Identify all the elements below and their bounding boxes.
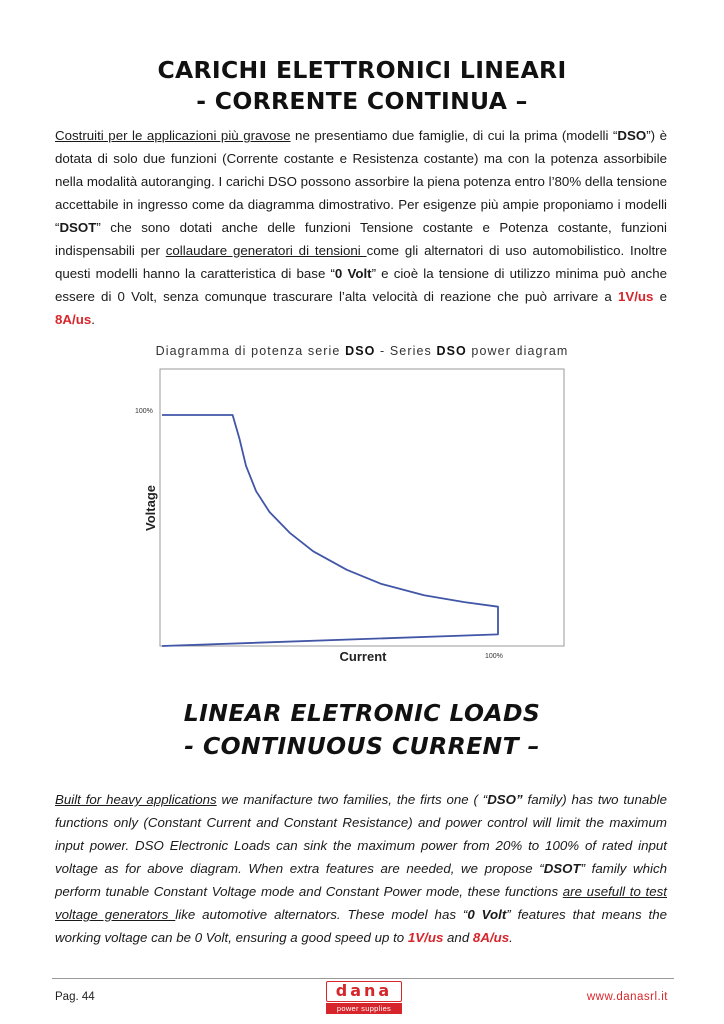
logo-wordmark: dana xyxy=(326,981,402,1002)
y-tick-label: 100% xyxy=(135,408,153,415)
text-run: like automotive alternators. These model has “ xyxy=(175,907,468,922)
slew-rate-voltage: 1V/us xyxy=(407,930,444,945)
text-run: ” features that means the working voltage can be 0 Volt, ensuring a good speed up to xyxy=(55,907,667,945)
english-lead-phrase: Built for heavy applications xyxy=(55,792,217,807)
caption-text: - Series xyxy=(375,344,437,358)
dana-logo xyxy=(326,981,402,1015)
dso-model-name: DSO” xyxy=(487,792,523,807)
text-run: and xyxy=(443,930,473,945)
y-axis-label: Voltage xyxy=(143,485,158,531)
dsot-model-name: DSOT xyxy=(59,220,97,235)
website-link[interactable]: www.danasrl.it xyxy=(586,991,668,1003)
x-tick-label: 100% xyxy=(485,653,503,660)
test-generators-phrase: collaudare generatori di tensioni xyxy=(165,243,367,258)
test-generators-phrase: are usefull to test voltage generators xyxy=(55,884,667,922)
italian-title xyxy=(0,55,724,117)
text-run: e xyxy=(653,289,667,304)
text-run: . xyxy=(91,312,95,327)
footer-divider xyxy=(52,978,674,979)
x-axis-label: Current xyxy=(339,649,387,664)
diagram-caption xyxy=(0,344,724,358)
italian-lead-phrase: Costruiti per le applicazioni più gravose xyxy=(55,128,291,143)
caption-text: power diagram xyxy=(466,344,569,358)
logo-tagline: power supplies xyxy=(326,1003,402,1014)
caption-series-name: DSO xyxy=(436,344,467,358)
english-title-line2: - CONTINUOUS CURRENT – xyxy=(184,732,540,760)
slew-rate-voltage: 1V/us xyxy=(617,289,654,304)
text-run: ” family which perform tunable Constant Voltage mode and Constant Power mode, these functions xyxy=(55,861,667,899)
text-run: ” e cioè la tensione di utilizzo minima può anche essere di 0 Volt, senza comunque trascurare l’alta velocità di reazione che può arrivare a xyxy=(55,266,667,304)
english-paragraph xyxy=(55,788,667,949)
caption-series-name: DSO xyxy=(345,344,376,358)
text-run: ”) è dotata di solo due funzioni (Corrente costante e Resistenza costante) ma con la potenza assorbibile nella modalità autoranging. I carichi DSO possono assorbire la piena potenza entro l’80% della tensione accettabile in ingresso come da diagramma dimostrativo. Per esigenze più ampie proponiamo i modelli “ xyxy=(55,128,667,235)
zero-volt-feature: 0 Volt xyxy=(334,266,372,281)
italian-title-line1: CARICHI ELETTRONICI LINEARI xyxy=(157,56,567,84)
text-run: ne presentiamo due famiglie, di cui la prima (modelli “ xyxy=(290,128,618,143)
italian-title-line2: - CORRENTE CONTINUA – xyxy=(196,87,528,115)
text-run: ” che sono dotati anche delle funzioni Tensione costante e Potenza costante, funzioni indispensabili per xyxy=(55,220,667,258)
plot-frame xyxy=(160,369,564,646)
english-title-line1: LINEAR ELETRONIC LOADS xyxy=(183,699,541,727)
caption-text: Diagramma di potenza serie xyxy=(155,344,346,358)
english-title xyxy=(0,697,724,763)
dsot-model-name: DSOT xyxy=(543,861,581,876)
page-number: Pag. 44 xyxy=(55,991,95,1003)
zero-volt-feature: 0 Volt xyxy=(467,907,507,922)
dso-model-name: DSO xyxy=(617,128,647,143)
text-run: . xyxy=(509,930,513,945)
text-run: we manifacture two families, the firts one ( “ xyxy=(216,792,488,807)
slew-rate-current: 8A/us xyxy=(55,312,92,327)
italian-paragraph xyxy=(55,124,667,331)
slew-rate-current: 8A/us xyxy=(472,930,510,945)
text-run: family) has two tunable functions only (Constant Current and Constant Resistance) and power control will limit the maximum input power. DSO Electronic Loads can sink the maximum power from 20% to 100% of rated input voltage as for above diagram. When extra features are needed, we propose “ xyxy=(55,792,667,876)
power-diagram-chart xyxy=(125,360,585,670)
text-run: come gli alternatori di uso automobilistico. Inoltre questi modelli hanno la caratteristica di base “ xyxy=(55,243,667,281)
